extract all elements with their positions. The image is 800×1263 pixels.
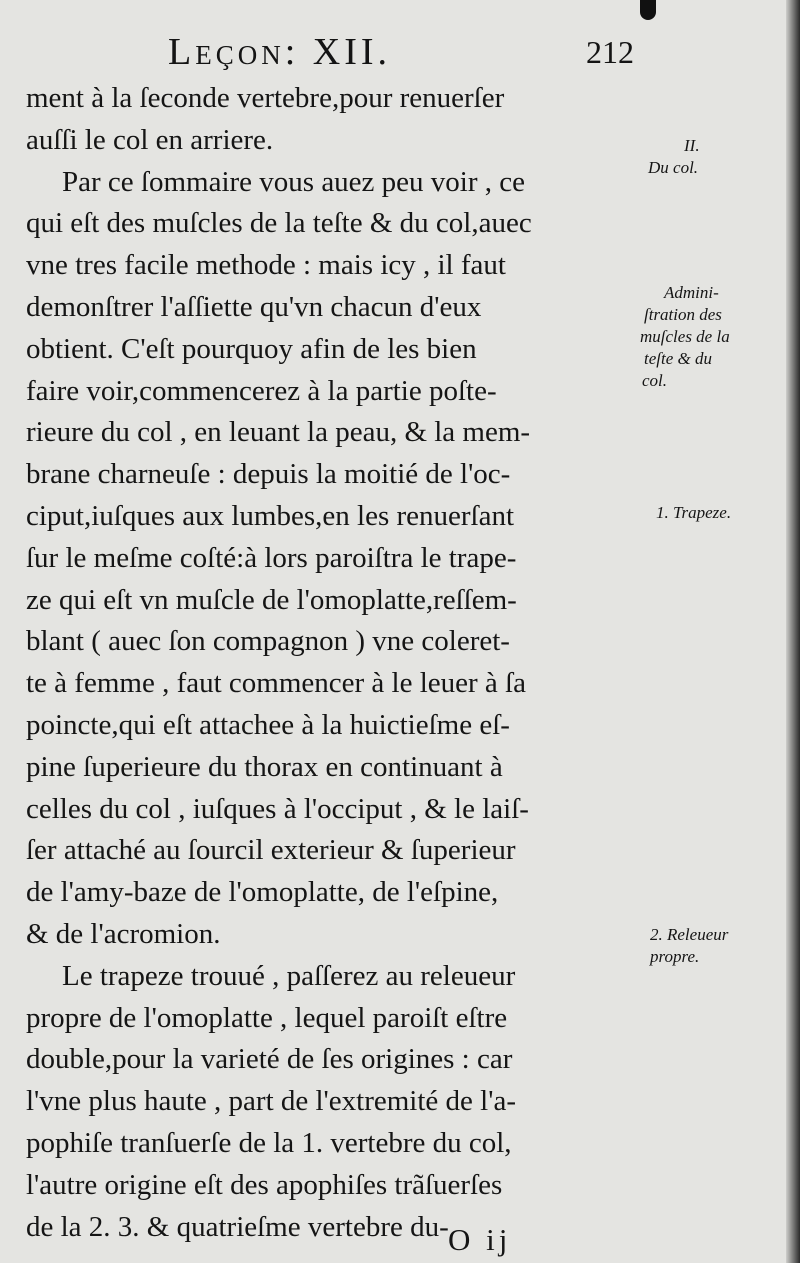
text-line: blant ( auec ſon compagnon ) vne coleret-: [26, 625, 510, 658]
margin-note-line: 2. Releueur: [650, 925, 729, 944]
text-line: brane charneuſe : depuis la moitié de l'oc-: [26, 458, 511, 491]
text-line: & de l'acromion.: [26, 917, 221, 950]
margin-note-line: ſtration des: [644, 305, 722, 324]
margin-note-line: propre.: [650, 947, 700, 966]
text-line: pine ſuperieure du thorax en continuant à: [26, 750, 503, 783]
page-number: 212: [586, 34, 634, 70]
text-line: propre de l'omoplatte , lequel paroiſt eſtre: [26, 1001, 508, 1034]
margin-note-line: Du col.: [648, 158, 699, 177]
margin-note-line: col.: [642, 371, 668, 390]
margin-note-line: muſcles de la: [640, 327, 730, 346]
text-line: auſſi le col en arriere.: [26, 123, 274, 156]
margin-note-line: teſte & du: [644, 349, 712, 368]
text-line: celles du col , iuſques à l'occiput , & le laiſ-: [26, 792, 529, 825]
margin-note-releueur: [650, 924, 728, 968]
text-line: ment à la ſeconde vertebre,pour renuerſer: [26, 82, 505, 114]
page-edge: [786, 0, 800, 1263]
text-line: poincte,qui eſt attachee à la huictieſme eſ-: [26, 708, 510, 741]
text-line: Par ce ſommaire vous auez peu voir , ce: [62, 165, 526, 198]
ink-blot: [640, 0, 656, 20]
text-line: te à femme , faut commencer à le leuer à ſa: [26, 667, 526, 700]
margin-note-line: 1. Trapeze.: [656, 503, 732, 522]
text-line: obtient. C'eſt pourquoy afin de les bien: [26, 332, 477, 365]
body-text: [26, 78, 646, 1248]
text-line: faire voir,commencerez à la partie poſte-: [26, 374, 497, 407]
text-line: de la 2. 3. & quatrieſme vertebre du-: [26, 1210, 449, 1243]
text-line: vne tres facile methode : mais icy , il faut: [26, 249, 506, 282]
text-line: Le trapeze trouué , paſſerez au releueur: [62, 959, 516, 992]
text-line: double,pour la varieté de ſes origines : car: [26, 1043, 513, 1076]
margin-note-trapeze: [656, 502, 731, 524]
margin-note-administration: [640, 282, 730, 392]
text-line: l'vne plus haute , part de l'extremité de l'a-: [26, 1085, 516, 1118]
text-line: pophiſe tranſuerſe de la 1. vertebre du col,: [26, 1126, 512, 1159]
text-line: ze qui eſt vn muſcle de l'omoplatte,reſſem-: [26, 583, 517, 616]
text-line: rieure du col , en leuant la peau, & la mem-: [26, 416, 531, 449]
text-line: demonſtrer l'aſſiette qu'vn chacun d'eux: [26, 290, 482, 323]
margin-note-line: Admini-: [664, 283, 719, 302]
text-line: ſer attaché au ſourcil exterieur & ſuperieur: [26, 834, 516, 867]
margin-note-line: II.: [684, 136, 700, 155]
text-line: l'autre origine eſt des apophiſes trãſuerſes: [26, 1168, 503, 1201]
text-line: de l'amy-baze de l'omoplatte, de l'eſpine,: [26, 876, 499, 909]
page-header: [0, 30, 800, 80]
margin-note-du-col: [648, 135, 700, 179]
text-line: qui eſt des muſcles de la teſte & du col,auec: [26, 207, 532, 240]
running-head: Leçon: XII.: [168, 31, 392, 73]
signature-mark: O ij: [448, 1222, 512, 1257]
text-line: ciput,iuſques aux lumbes,en les renuerſant: [26, 499, 515, 532]
text-line: ſur le meſme coſté:à lors paroiſtra le trape-: [26, 541, 517, 574]
